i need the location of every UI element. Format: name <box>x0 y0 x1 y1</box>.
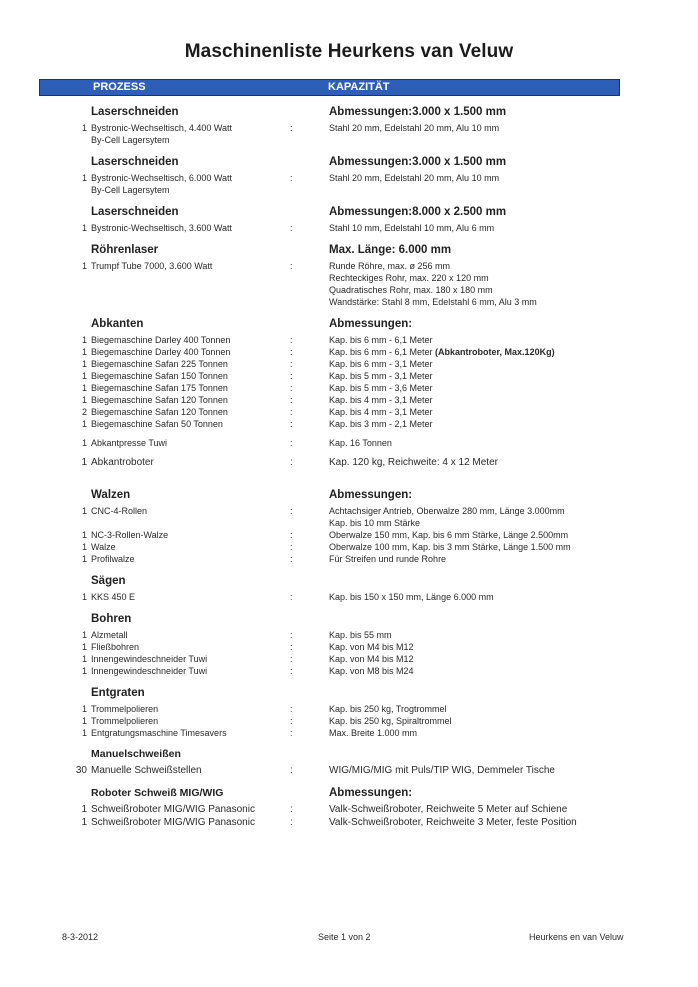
list-item <box>0 272 698 284</box>
list-item <box>0 172 698 184</box>
section-header <box>0 489 698 505</box>
item-description: Alzmetall <box>91 630 128 640</box>
item-quantity: 1 <box>81 359 87 369</box>
item-capacity-text: Kap. bis 5 mm - 3,6 Meter <box>329 383 433 393</box>
item-quantity: 1 <box>81 592 87 602</box>
item-quantity: 1 <box>81 630 87 640</box>
section-capacity-title: Abmessungen:8.000 x 2.500 mm <box>329 206 507 218</box>
item-capacity-text: Kap. bis 150 x 150 mm, Länge 6.000 mm <box>329 592 494 602</box>
item-capacity-text: Wandstärke: Stahl 8 mm, Edelstahl 6 mm, Alu 3 mm <box>329 297 537 307</box>
section-5 <box>0 489 698 565</box>
footer-date: 8-3-2012 <box>62 932 99 942</box>
list-item <box>0 653 698 665</box>
item-quantity: 1 <box>81 716 87 726</box>
item-description: Biegemaschine Darley 400 Tonnen <box>91 347 231 357</box>
item-quantity: 1 <box>81 261 87 271</box>
item-separator: : <box>290 371 293 381</box>
item-capacity-text: Kap. von M4 bis M12 <box>329 654 414 664</box>
item-separator: : <box>290 817 293 828</box>
item-quantity: 1 <box>81 666 87 676</box>
table-header-bar <box>39 79 620 96</box>
item-separator: : <box>290 123 293 133</box>
list-item <box>0 553 698 565</box>
item-description: Innengewindeschneider Tuwi <box>91 654 208 664</box>
section-title: Sägen <box>91 575 126 587</box>
item-capacity-text: Kap. von M8 bis M24 <box>329 666 414 676</box>
item-capacity <box>329 505 565 517</box>
section-10 <box>0 787 698 829</box>
item-separator: : <box>290 642 293 652</box>
list-item <box>0 418 698 430</box>
item-description: Innengewindeschneider Tuwi <box>91 666 208 676</box>
list-item <box>0 382 698 394</box>
list-item <box>0 122 698 134</box>
list-item <box>0 222 698 234</box>
item-description: Schweißroboter MIG/WIG Panasonic <box>91 804 255 815</box>
list-item <box>0 529 698 541</box>
item-description: NC-3-Rollen-Walze <box>91 530 169 540</box>
item-capacity-text: Max. Breite 1.000 mm <box>329 728 418 738</box>
item-capacity-text: Kap. bis 250 kg, Spiraltrommel <box>329 716 452 726</box>
list-item <box>0 346 698 358</box>
item-quantity: 1 <box>81 728 87 738</box>
section-title: Entgraten <box>91 687 145 699</box>
list-item <box>0 715 698 727</box>
item-capacity <box>329 803 567 816</box>
item-capacity-text: Runde Röhre, max. ø 256 mm <box>329 261 451 271</box>
item-capacity-text: Quadratisches Rohr, max. 180 x 180 mm <box>329 285 493 295</box>
item-capacity-text: Kap. bis 6 mm - 3,1 Meter <box>329 359 433 369</box>
section-title: Manuelschweißen <box>91 748 181 760</box>
item-capacity <box>329 629 392 641</box>
item-capacity-text: Kap. bis 55 mm <box>329 630 392 640</box>
item-capacity-text: Kap. 16 Tonnen <box>329 438 392 448</box>
item-capacity-text: Oberwalze 150 mm, Kap. bis 6 mm Stärke, Länge 2.500mm <box>329 530 569 540</box>
item-quantity: 1 <box>81 506 87 516</box>
item-quantity: 1 <box>81 542 87 552</box>
item-capacity <box>329 394 433 406</box>
item-capacity-text: Rechteckiges Rohr, max. 220 x 120 mm <box>329 273 489 283</box>
section-capacity-title: Abmessungen: <box>329 489 413 501</box>
list-item <box>0 816 698 829</box>
item-separator: : <box>290 395 293 405</box>
section-title: Abkanten <box>91 318 144 330</box>
list-item <box>0 334 698 346</box>
item-capacity <box>329 764 555 777</box>
section-capacity-title: Max. Länge: 6.000 mm <box>329 244 452 256</box>
section-3 <box>0 244 698 308</box>
item-capacity-text: WIG/MIG/MIG mit Puls/TIP WIG, Demmeler Tische <box>329 765 555 776</box>
item-separator: : <box>290 506 293 516</box>
item-description: CNC-4-Rollen <box>91 506 148 516</box>
item-separator: : <box>290 457 293 468</box>
item-description: Abkantpresse Tuwi <box>91 438 168 448</box>
item-capacity-text: Oberwalze 100 mm, Kap. bis 3 mm Stärke, Länge 1.500 mm <box>329 542 571 552</box>
item-capacity-note: (Abkantroboter, Max.120Kg) <box>432 347 555 357</box>
item-description: Biegemaschine Safan 50 Tonnen <box>91 419 223 429</box>
item-quantity: 1 <box>81 383 87 393</box>
item-description: Fließbohren <box>91 642 140 652</box>
section-capacity-title: Abmessungen: <box>329 318 413 330</box>
item-description: Biegemaschine Safan 120 Tonnen <box>91 407 228 417</box>
item-description: Biegemaschine Safan 225 Tonnen <box>91 359 228 369</box>
item-capacity <box>329 382 433 394</box>
item-separator: : <box>290 438 293 448</box>
header-kapazitaet: KAPAZITÄT <box>328 81 390 93</box>
list-item <box>0 629 698 641</box>
row-spacer <box>0 430 698 437</box>
item-description: Biegemaschine Darley 400 Tonnen <box>91 335 231 345</box>
item-capacity <box>329 653 414 665</box>
item-separator: : <box>290 530 293 540</box>
item-capacity <box>329 358 433 370</box>
list-item <box>0 541 698 553</box>
item-capacity <box>329 529 568 541</box>
item-capacity-text: Für Streifen und runde Rohre <box>329 554 447 564</box>
section-2 <box>0 206 698 234</box>
section-header <box>0 106 698 122</box>
list-item <box>0 505 698 517</box>
item-separator: : <box>290 554 293 564</box>
item-capacity <box>329 406 433 418</box>
item-capacity <box>329 641 414 653</box>
item-capacity <box>329 222 494 234</box>
item-description: Bystronic-Wechseltisch, 3.600 Watt <box>91 223 233 233</box>
list-item <box>0 394 698 406</box>
list-item <box>0 184 698 196</box>
item-capacity <box>329 172 499 184</box>
section-capacity-title: Abmessungen:3.000 x 1.500 mm <box>329 156 507 168</box>
item-description: Abkantroboter <box>91 457 154 468</box>
item-capacity <box>329 727 417 739</box>
item-quantity: 2 <box>81 407 87 417</box>
list-item <box>0 517 698 529</box>
item-capacity <box>329 122 499 134</box>
item-capacity-text: Valk-Schweißroboter, Reichweite 3 Meter, feste Position <box>329 817 577 828</box>
item-capacity <box>329 296 537 308</box>
section-capacity-title: Abmessungen: <box>329 787 413 799</box>
item-description: Walze <box>91 542 116 552</box>
item-description: Schweißroboter MIG/WIG Panasonic <box>91 817 255 828</box>
section-7 <box>0 613 698 677</box>
item-capacity <box>329 541 571 553</box>
footer-company: Heurkens en van Veluw <box>529 932 624 942</box>
section-header <box>0 787 698 803</box>
item-capacity-text: Kap. bis 250 kg, Trogtrommel <box>329 704 447 714</box>
item-capacity <box>329 334 433 346</box>
item-quantity: 1 <box>81 554 87 564</box>
section-header <box>0 244 698 260</box>
item-separator: : <box>290 173 293 183</box>
section-title: Laserschneiden <box>91 106 179 118</box>
item-separator: : <box>290 654 293 664</box>
item-quantity: 1 <box>81 654 87 664</box>
item-separator: : <box>290 347 293 357</box>
item-separator: : <box>290 728 293 738</box>
section-title: Laserschneiden <box>91 206 179 218</box>
list-item <box>0 641 698 653</box>
page-title: Maschinenliste Heurkens van Veluw <box>184 41 514 62</box>
item-quantity: 1 <box>81 173 87 183</box>
section-0 <box>0 106 698 146</box>
item-capacity <box>329 284 493 296</box>
item-quantity: 1 <box>81 347 87 357</box>
item-description: Profilwalze <box>91 554 135 564</box>
item-description: Biegemaschine Safan 120 Tonnen <box>91 395 228 405</box>
section-header <box>0 748 698 764</box>
item-capacity <box>329 272 489 284</box>
item-capacity <box>329 715 452 727</box>
item-capacity <box>329 370 433 382</box>
item-capacity-text: Kap. bis 4 mm - 3,1 Meter <box>329 395 433 405</box>
section-title: Walzen <box>91 489 131 501</box>
item-separator: : <box>290 704 293 714</box>
list-item <box>0 406 698 418</box>
list-item <box>0 437 698 449</box>
item-separator: : <box>290 765 293 776</box>
list-item <box>0 134 698 146</box>
row-spacer <box>0 449 698 456</box>
list-item <box>0 665 698 677</box>
item-capacity-text: Valk-Schweißroboter, Reichweite 5 Meter auf Schiene <box>329 804 568 815</box>
section-header <box>0 318 698 334</box>
item-separator: : <box>290 261 293 271</box>
section-header <box>0 206 698 222</box>
section-header <box>0 613 698 629</box>
item-separator: : <box>290 630 293 640</box>
item-capacity-text: Kap. 120 kg, Reichweite: 4 x 12 Meter <box>329 457 498 468</box>
item-quantity: 1 <box>81 642 87 652</box>
section-8 <box>0 687 698 739</box>
list-item <box>0 358 698 370</box>
item-description: Manuelle Schweißstellen <box>91 765 202 776</box>
item-separator: : <box>290 223 293 233</box>
section-9 <box>0 748 698 777</box>
item-quantity: 1 <box>81 335 87 345</box>
item-separator: : <box>290 716 293 726</box>
item-separator: : <box>290 804 293 815</box>
item-quantity: 1 <box>81 419 87 429</box>
item-capacity-text: Kap. von M4 bis M12 <box>329 642 414 652</box>
item-description: Biegemaschine Safan 150 Tonnen <box>91 371 228 381</box>
section-header <box>0 575 698 591</box>
section-6 <box>0 575 698 603</box>
section-title: Bohren <box>91 613 132 625</box>
item-capacity-text: Kap. bis 6 mm - 6,1 Meter <box>329 347 433 357</box>
item-description: Entgratungsmaschine Timesavers <box>91 728 227 738</box>
item-description: Bystronic-Wechseltisch, 6.000 Watt <box>91 173 233 183</box>
section-title: Roboter Schweiß MIG/WIG <box>91 787 224 799</box>
list-item <box>0 296 698 308</box>
item-capacity-text: Stahl 20 mm, Edelstahl 20 mm, Alu 10 mm <box>329 123 500 133</box>
item-capacity <box>329 517 420 529</box>
section-capacity-title: Abmessungen:3.000 x 1.500 mm <box>329 106 507 118</box>
item-description: Biegemaschine Safan 175 Tonnen <box>91 383 228 393</box>
item-description: KKS 450 E <box>91 592 136 602</box>
item-separator: : <box>290 383 293 393</box>
list-item <box>0 803 698 816</box>
item-capacity-text: Kap. bis 6 mm - 6,1 Meter <box>329 335 433 345</box>
item-quantity: 1 <box>81 530 87 540</box>
item-quantity: 1 <box>81 371 87 381</box>
item-description: By-Cell Lagersytem <box>91 135 170 145</box>
item-capacity-text: Kap. bis 3 mm - 2,1 Meter <box>329 419 433 429</box>
item-capacity <box>329 816 577 829</box>
item-capacity-text: Kap. bis 5 mm - 3,1 Meter <box>329 371 433 381</box>
item-quantity: 1 <box>81 438 87 448</box>
list-item <box>0 764 698 777</box>
item-description: Trommelpolieren <box>91 704 159 714</box>
item-quantity: 30 <box>75 765 87 776</box>
item-capacity-text: Achtachsiger Antrieb, Oberwalze 280 mm, Länge 3.000mm <box>329 506 565 516</box>
list-item <box>0 370 698 382</box>
section-1 <box>0 156 698 196</box>
item-capacity-text: Kap. bis 4 mm - 3,1 Meter <box>329 407 433 417</box>
header-prozess: PROZESS <box>93 81 146 93</box>
item-capacity <box>329 591 494 603</box>
item-separator: : <box>290 666 293 676</box>
item-capacity <box>329 346 555 358</box>
item-description: Bystronic-Wechseltisch, 4.400 Watt <box>91 123 233 133</box>
item-capacity-text: Kap. bis 10 mm Stärke <box>329 518 421 528</box>
item-capacity <box>329 456 498 469</box>
item-capacity-text: Stahl 20 mm, Edelstahl 20 mm, Alu 10 mm <box>329 173 500 183</box>
section-header <box>0 156 698 172</box>
item-capacity <box>329 260 450 272</box>
item-separator: : <box>290 419 293 429</box>
item-capacity <box>329 553 446 565</box>
item-capacity <box>329 437 392 449</box>
section-header <box>0 687 698 703</box>
item-separator: : <box>290 359 293 369</box>
item-description: Trommelpolieren <box>91 716 159 726</box>
list-item <box>0 456 698 469</box>
item-quantity: 1 <box>81 817 87 828</box>
item-quantity: 1 <box>81 123 87 133</box>
item-separator: : <box>290 335 293 345</box>
list-item <box>0 260 698 272</box>
list-item <box>0 284 698 296</box>
list-item <box>0 703 698 715</box>
item-description: Trumpf Tube 7000, 3.600 Watt <box>91 261 213 271</box>
item-quantity: 1 <box>81 457 87 468</box>
item-separator: : <box>290 542 293 552</box>
item-capacity <box>329 418 433 430</box>
section-title: Röhrenlaser <box>91 244 159 256</box>
item-separator: : <box>290 592 293 602</box>
item-quantity: 1 <box>81 223 87 233</box>
item-quantity: 1 <box>81 395 87 405</box>
section-title: Laserschneiden <box>91 156 179 168</box>
item-capacity <box>329 703 447 715</box>
item-capacity-text: Stahl 10 mm, Edelstahl 10 mm, Alu 6 mm <box>329 223 495 233</box>
item-quantity: 1 <box>81 804 87 815</box>
list-item <box>0 727 698 739</box>
item-quantity: 1 <box>81 704 87 714</box>
footer-page-number: Seite 1 von 2 <box>318 932 371 942</box>
list-item <box>0 591 698 603</box>
section-4 <box>0 318 698 469</box>
item-description: By-Cell Lagersytem <box>91 185 170 195</box>
item-separator: : <box>290 407 293 417</box>
item-capacity <box>329 665 414 677</box>
